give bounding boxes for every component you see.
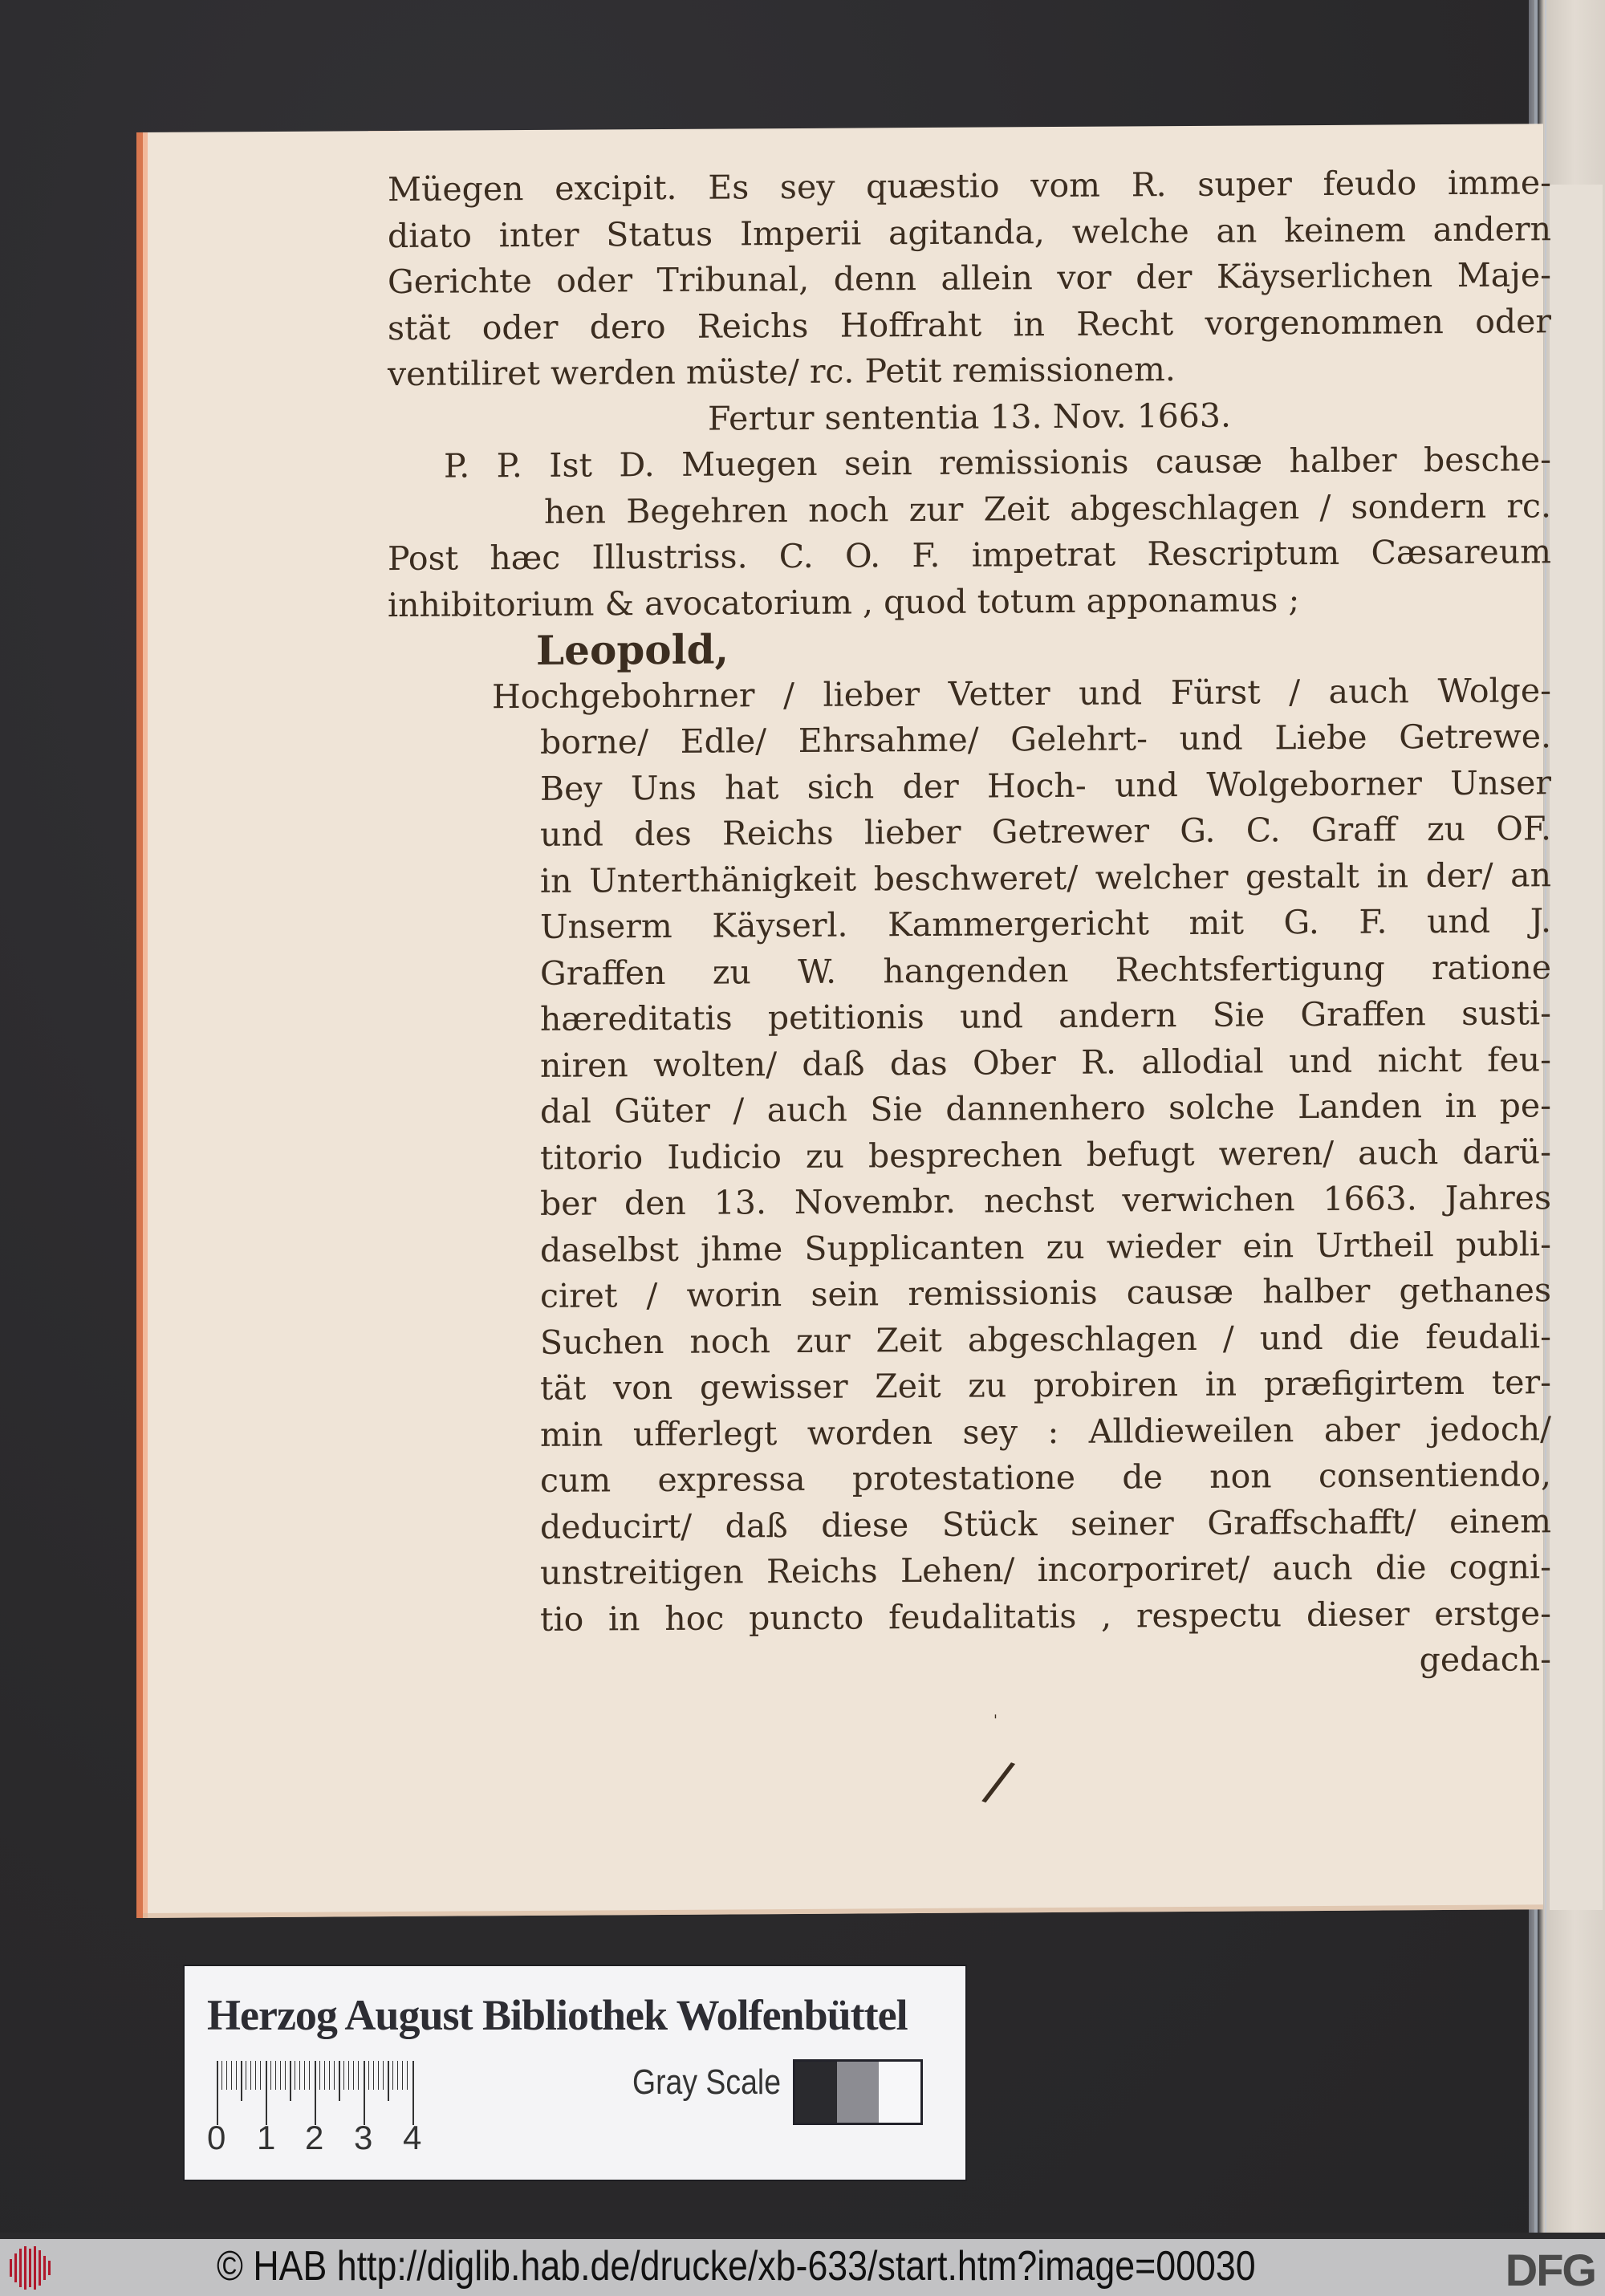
ink-speck: ' xyxy=(993,1712,998,1729)
ruler-number: 0 xyxy=(207,2119,226,2156)
ruler-number: 4 xyxy=(403,2119,422,2156)
text-line: inhibitorium & avocatorium , quod totum apponamus ; xyxy=(388,579,1300,624)
rescript-line: Bey Uns hat sich der Hoch- und Wolgeborner Unser xyxy=(540,762,1551,808)
ruler-number: 2 xyxy=(305,2119,324,2156)
rescript-line: tät von gewisser Zeit zu probiren in præfigirtem ter- xyxy=(540,1363,1551,1408)
ruler-number: 3 xyxy=(354,2119,373,2156)
book-page xyxy=(136,124,1551,1918)
adjacent-page xyxy=(1550,185,1603,1910)
rescript-line: in Unterthänigkeit beschweret/ welcher gestalt in der/ an xyxy=(540,855,1551,900)
hab-logo-icon xyxy=(10,2245,55,2290)
gray-scale-label: Gray Scale xyxy=(632,2062,781,2102)
footer-copyright-url: © HAB http://diglib.hab.de/drucke/xb-633/start.htm?image=00030 xyxy=(217,2243,1256,2290)
rescript-line: niren wolten/ daß das Ober R. allodial und nicht feu- xyxy=(540,1039,1551,1085)
rescript-line: tio in hoc puncto feudalitatis , respectu dieser erstge- xyxy=(540,1593,1551,1639)
dfg-logo: DFG xyxy=(1505,2245,1595,2295)
text-line: ventiliret werden müste/ rc. Petit remissionem. xyxy=(388,350,1176,394)
rescript-line: unstreitigen Reichs Lehen/ incorporiret/ auch die cogni- xyxy=(540,1547,1551,1592)
rescript-line: dal Güter / auch Sie dannenhero solche Landen in pe- xyxy=(540,1086,1551,1131)
rescript-line: und des Reichs lieber Getrewer G. C. Graff zu OF. xyxy=(540,809,1551,854)
rescript-line: Suchen noch zur Zeit abgeschlagen / und die feudali- xyxy=(540,1316,1551,1362)
swatch-gray xyxy=(837,2062,879,2123)
text-line: Gerichte oder Tribunal, denn allein vor der Käyserlichen Maje- xyxy=(388,255,1551,302)
rescript-first-line: Hochgebohrner / lieber Vetter und Fürst / auch Wolge- xyxy=(492,670,1551,716)
rescript-line: Graffen zu W. hangenden Rechtsfertigung ratione xyxy=(540,947,1551,993)
label-card xyxy=(183,1965,967,2181)
swatch-white xyxy=(879,2062,920,2123)
swatch-black xyxy=(795,2062,837,2123)
rescript-heading: Leopold, xyxy=(536,625,729,674)
rescript-line: ber den 13. Novembr. nechst verwichen 1663. Jahres xyxy=(540,1178,1551,1223)
rescript-line: titorio Iudicio zu besprechen befugt weren/ auch darü- xyxy=(540,1132,1551,1177)
sentence-date-line: Fertur sententia 13. Nov. 1663. xyxy=(707,396,1232,438)
rescript-line: hæreditatis petitionis und andern Sie Graffen susti- xyxy=(540,994,1551,1038)
rescript-line: Unserm Käyserl. Kammergericht mit G. F. und J. xyxy=(540,901,1551,946)
rescript-line: ciret / worin sein remissionis causæ halber gethanes xyxy=(540,1270,1551,1315)
measurement-ruler xyxy=(217,2061,425,2125)
rescript-line: deducirt/ daß diese Stück seiner Graffschafft/ einem xyxy=(540,1501,1551,1546)
library-name: Herzog August Bibliothek Wolfenbüttel xyxy=(207,1991,908,2039)
rescript-line: borne/ Edle/ Ehrsahme/ Gelehrt- und Liebe Getrewe. xyxy=(540,717,1551,762)
catchword: gedach- xyxy=(1419,1640,1551,1680)
page-text xyxy=(388,160,1551,1689)
rescript-line: daselbst jhme Supplicanten zu wieder ein Urtheil publi- xyxy=(540,1224,1551,1270)
sentence-line: hen Begehren noch zur Zeit abgeschlagen / sondern rc. xyxy=(544,486,1551,531)
text-line: Müegen excipit. Es sey quæstio vom R. super feudo imme- xyxy=(388,163,1551,209)
ruler-number: 1 xyxy=(257,2119,276,2156)
ink-mark: / xyxy=(978,1746,1019,1816)
text-line: stät oder dero Reichs Hoffraht in Recht vorgenommen oder xyxy=(388,301,1551,347)
text-line: Post hæc Illustriss. C. O. F. impetrat Rescriptum Cæsareum xyxy=(388,532,1551,579)
sentence-line: P. P. Ist D. Muegen sein remissionis causæ halber besche- xyxy=(444,440,1551,486)
footer-bar xyxy=(0,2239,1605,2296)
gray-scale-swatches xyxy=(793,2059,923,2125)
text-line: diato inter Status Imperii agitanda, welche an keinem andern xyxy=(388,209,1551,255)
rescript-line: min ufferlegt worden sey : Alldieweilen aber jedoch/ xyxy=(540,1408,1551,1454)
rescript-line: cum expressa protestatione de non consentiendo, xyxy=(540,1455,1551,1500)
